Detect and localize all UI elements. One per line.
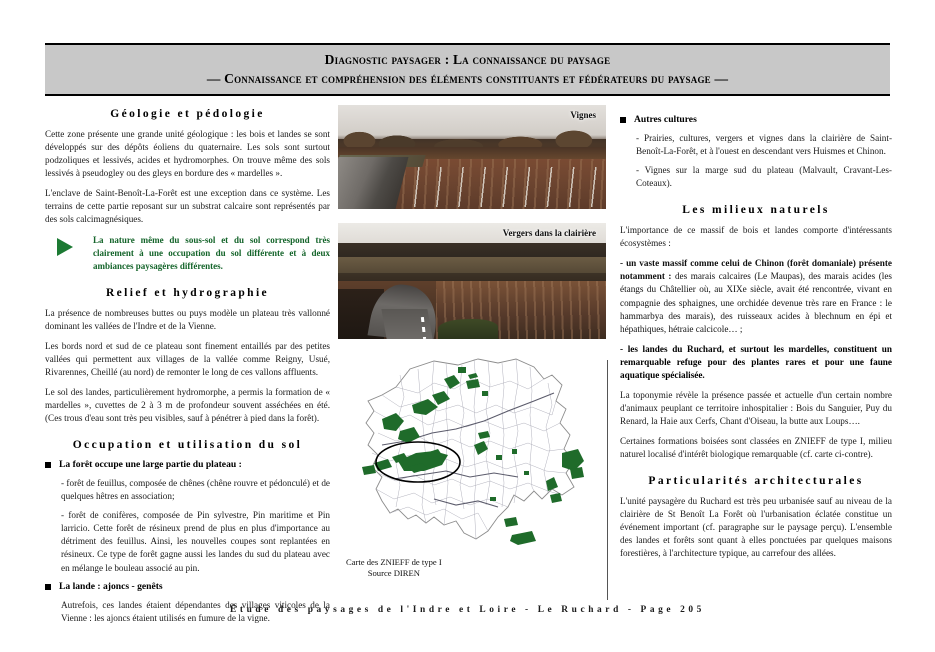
- section-title-architecture: Particularités architecturales: [648, 475, 864, 488]
- section-title-occupation: Occupation et utilisation du sol: [72, 439, 303, 452]
- paragraph-foret-1: - forêt de feuillus, composée de chênes (chêne rouvre et pédonculé) et de quelques hêtres en association;: [61, 478, 330, 502]
- paragraph-landes-ruchard: - les landes du Ruchard, et surtout les mardelles, constituent un remarquable refuge pour des plantes rares et pour une faune aquatique spécialisée.: [620, 343, 892, 380]
- page-footer: Étude des paysages de l'Indre et Loire - Le Ruchard - Page 205: [230, 605, 705, 615]
- square-bullet-icon: [45, 462, 51, 468]
- bullet-foret-label: La forêt occupe une large partie du plateau :: [59, 459, 242, 471]
- paragraph-geologie-2: L'enclave de Saint-Benoît-La-Forêt est une exception dans ce système. Les terrains de cette partie reposant sur un substrat calcaire sont représentés par des sols calcimagnésiques.: [45, 188, 330, 225]
- header-title-line1: Diagnostic paysager : La connaissance du paysage: [324, 52, 611, 68]
- photo-vignes-caption: Vignes: [570, 110, 596, 120]
- map-caption-line1: Carte des ZNIEFF de type I: [346, 556, 442, 567]
- photo-vergers: [338, 223, 606, 339]
- paragraph-autres-1: - Prairies, cultures, vergers et vignes dans la clairière de Saint-Benoît-La-Forêt, et à l'ouest en descendant vers Huismes et Chinon.: [636, 132, 892, 156]
- photo-vine-posts: [396, 167, 606, 207]
- paragraph-autres-2: - Vignes sur la marge sud du plateau (Malvault, Cravant-Les-Coteaux).: [636, 165, 892, 189]
- bullet-foret: [45, 459, 330, 472]
- section-title-relief: Relief et hydrographie: [105, 286, 270, 299]
- square-bullet-icon: [620, 117, 626, 123]
- map-caption-line2: Source DIREN: [367, 568, 420, 579]
- callout-text: La nature même du sous-sol et du sol correspond très clairement à une occupation du sol différente et à deux ambiances paysagères différentes.: [93, 235, 330, 271]
- square-bullet-icon: [45, 584, 51, 590]
- left-column: [45, 108, 330, 631]
- map-znieff: [338, 349, 606, 584]
- paragraph-toponymie: La toponymie révèle la présence passée et actuelle d'un certain nombre d'animaux peuplant ce territoire inhospitalier : Bois du Sanguier, Puy du Renard, la Haie aux Cerfs, Chant d'Oiseau, la butte aux Loups….: [620, 389, 892, 426]
- paragraph-massif-chinon-rest: des marais calcaires (Le Maupas), des marais acides (les étangs du Châtellier où, au XIXe siècle, avait été rencontrée, vivant en compagnie des sphaignes, une orchidée devenue très rare en France : le hammarbya des marais), des ruisseaux acides à blechnum en épi et hépathiques, hétraie calcicole… ;: [620, 271, 892, 334]
- map-caption: [346, 557, 442, 580]
- photo-vignes: [338, 105, 606, 209]
- map-svg: [338, 349, 606, 549]
- paragraph-relief-3: Le sol des landes, particulièrement hydromorphe, a permis la formation de « mardelles », cuvettes de 2 à 3 m de profondeur souvent asséchées en été. (Ces trous d'eau sont très peu visibles, sauf à pénétrer à pied dans la forêt).: [45, 387, 330, 424]
- page-header-banner: [45, 43, 890, 96]
- section-title-geologie: Géologie et pédologie: [110, 108, 265, 120]
- paragraph-massif-chinon-lead: - un vaste massif comme celui de Chinon (forêt domaniale) présente notamment :: [620, 258, 892, 282]
- paragraph-lande-1: Autrefois, ces landes étaient dépendantes des villages viticoles de la Vienne : les ajoncs étaient utilisés en fumure de la vigne.: [61, 599, 330, 623]
- column-divider: [607, 360, 608, 600]
- paragraph-foret-2: - forêt de conifères, composée de Pin sylvestre, Pin maritime et Pin larricio. Cette forêt de résineux prend de plus en plus d'importance au détriment des feuillus. Ainsi, les nouvelles coupes sont replantées en résineux. Ce type de forêt gagne aussi les landes du sud du plateau avec en mélange le bouleau associé au pin.: [61, 510, 330, 573]
- triangle-bullet-icon: [57, 238, 73, 256]
- bullet-autres-cultures: [620, 114, 892, 127]
- paragraph-relief-1: La présence de nombreuses buttes ou puys modèle un plateau très vallonné dominant les vallées de l'Indre et de la Vienne.: [45, 307, 330, 331]
- section-title-milieux: Les milieux naturels: [682, 204, 830, 217]
- bullet-lande: [45, 581, 330, 594]
- paragraph-milieux-intro: L'importance de ce massif de bois et landes comporte d'intéressants écosystèmes :: [620, 225, 892, 249]
- photo-vergers-caption: Vergers dans la clairière: [502, 228, 596, 238]
- bullet-autres-cultures-body: [636, 132, 892, 190]
- right-column: [620, 108, 892, 561]
- photo-green-verge: [438, 319, 498, 339]
- paragraph-znieff: Certaines formations boisées sont classées en ZNIEFF de type I, milieu naturel localisé d'intérêt biologique remarquable (cf. carte ci-contre).: [620, 436, 892, 460]
- paragraph-massif-chinon: [620, 257, 892, 335]
- paragraph-architecture-1: L'unité paysagère du Ruchard est très peu urbanisée sauf au niveau de la clairière de St Benoît La Forêt où l'urbanisation éclatée constitue un événement important (cf. paragraphe sur le paysage perçu). L'ensemble des landes et forêts sont quant à elles ponctuées par quelques maisons forestières, à l'architecture typique, au carrefour des allées.: [620, 496, 892, 559]
- middle-column: [338, 105, 606, 584]
- paragraph-geologie-1: Cette zone présente une grande unité géologique : les bois et landes se sont développés sur des dépôts éoliens du quaternaire. Les sols sont surtout podzoliques et lessivés, acides et hydromorphes. On trouve même des sols lessivés à pseudogley ou des gleys en bordure des « mardelles ».: [45, 129, 330, 179]
- header-title-line2: — Connaissance et compréhension des éléments constituants et fédérateurs du paysage —: [206, 71, 729, 86]
- paragraph-relief-2: Les bords nord et sud de ce plateau sont finement entaillés par des petites vallées qui permettent aux villages de la vallée comme Reigny, Usué, Rivarennes, Cheillé (au nord) de remonter le long de ces vallons affluents.: [45, 340, 330, 377]
- bullet-autres-cultures-label: Autres cultures: [634, 114, 697, 125]
- callout-highlight: [45, 234, 330, 272]
- bullet-lande-label: La lande : ajoncs - genêts: [59, 580, 163, 592]
- bullet-foret-body: [61, 477, 330, 574]
